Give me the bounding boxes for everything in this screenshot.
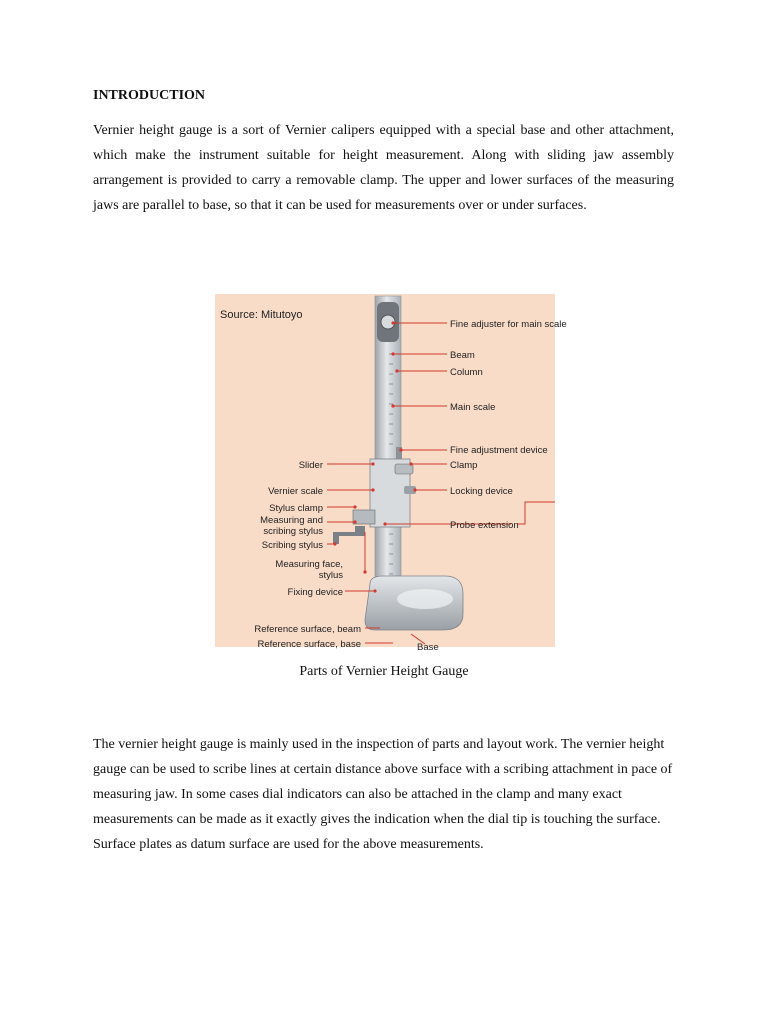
label-reference-surface-base: Reference surface, base <box>257 639 361 650</box>
label-fine-adjuster: Fine adjuster for main scale <box>450 319 567 330</box>
scribing-stylus <box>333 526 365 544</box>
figure-source: Source: Mitutoyo <box>220 309 303 321</box>
base-highlight <box>397 589 453 609</box>
label-slider: Slider <box>298 460 323 471</box>
label-main-scale: Main scale <box>450 402 496 413</box>
label-measuring-and: Measuring and <box>260 515 323 526</box>
label-clamp: Clamp <box>450 460 478 471</box>
height-gauge-diagram <box>215 294 567 653</box>
label-vernier-scale: Vernier scale <box>268 486 323 497</box>
label-base: Base <box>417 642 439 653</box>
height-gauge-figure <box>215 294 567 653</box>
label-stylus: stylus <box>318 570 343 581</box>
label-scribing-stylus-line2: scribing stylus <box>263 526 323 537</box>
label-reference-surface-beam: Reference surface, beam <box>254 624 361 635</box>
label-column: Column <box>450 367 483 378</box>
label-stylus-clamp: Stylus clamp <box>269 503 323 514</box>
label-scribing-stylus: Scribing stylus <box>261 540 323 551</box>
label-probe-extension: Probe extension <box>450 520 519 531</box>
label-beam: Beam <box>450 350 475 361</box>
figure-caption: Parts of Vernier Height Gauge <box>299 664 469 679</box>
label-fine-adjustment-device: Fine adjustment device <box>450 445 548 456</box>
label-measuring-face: Measuring face, <box>275 559 343 570</box>
section-heading: INTRODUCTION <box>93 88 206 103</box>
clamp-block <box>395 464 413 474</box>
usage-paragraph: The vernier height gauge is mainly used in the inspection of parts and layout work. The vernier height gauge can be used to scribe lines at certain distance above surface with a scribing attachment in pace of measuring jaw. In some cases dial indicators can also be attached in the clamp and many exact measurements can be made as it exactly gives the indication when the dial tip is touching the surface. Surface plates as datum surface are used for the above measurements. <box>93 737 673 852</box>
label-locking-device: Locking device <box>450 486 513 497</box>
label-fixing-device: Fixing device <box>287 587 343 598</box>
intro-paragraph: Vernier height gauge is a sort of Vernier calipers equipped with a special base and other attachment, which make the instrument suitable for height measurement. Along with sliding jaw assembly arrangement is provided to carry a removable clamp. The upper and lower surfaces of the measuring jaws are parallel to base, so that it can be used for measurements over or under surfaces. <box>93 123 674 213</box>
